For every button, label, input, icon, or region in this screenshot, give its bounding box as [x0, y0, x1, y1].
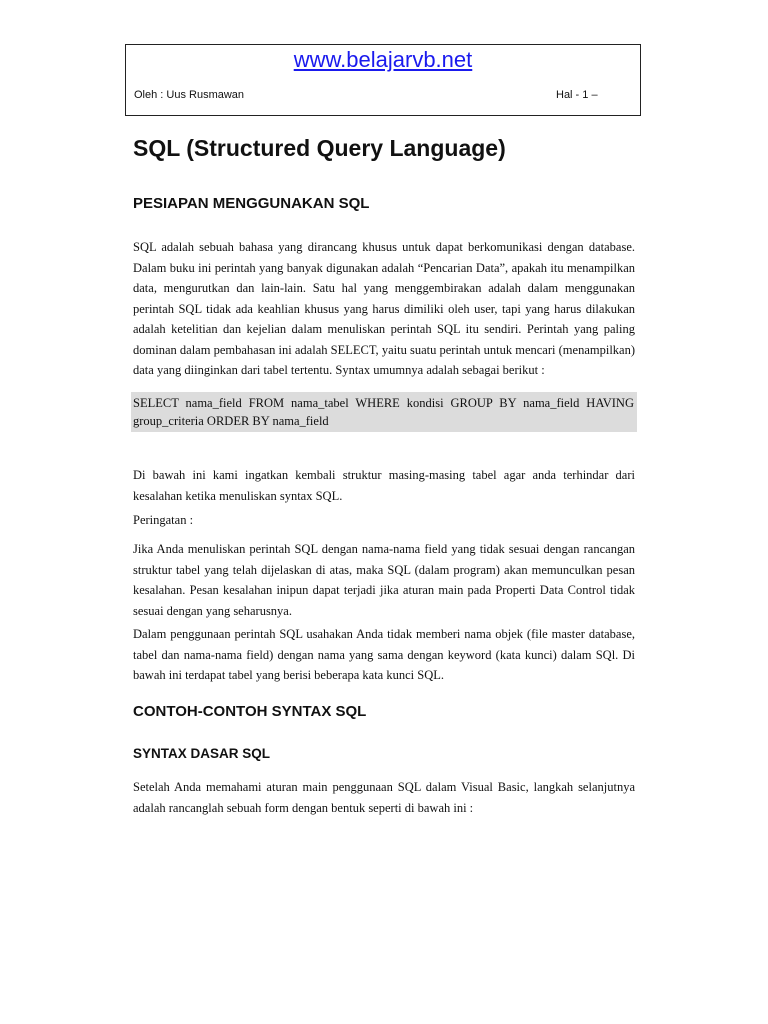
document-title: SQL (Structured Query Language) [133, 135, 506, 161]
paragraph-reminder: Di bawah ini kami ingatkan kembali struktur masing-masing tabel agar anda terhindar dari kesalahan ketika menuliskan syntax SQL. [133, 468, 635, 503]
paragraph-form-design: Setelah Anda memahami aturan main penggunaan SQL dalam Visual Basic, langkah selanjutnya adalah rancanglah sebuah form dengan bentuk seperti di bawah ini : [133, 780, 635, 815]
section-heading-preparation: PESIAPAN MENGGUNAKAN SQL [133, 195, 370, 212]
paragraph-keywords: Dalam penggunaan perintah SQL usahakan Anda tidak memberi nama objek (file master database, tabel dan nama-nama field) dengan nama yang sama dengan keyword (kata kunci) dalam SQl. Di bawah ini terdapat tabel yang berisi beberapa kata kunci SQL. [133, 627, 635, 682]
sql-syntax-block: SELECT nama_field FROM nama_tabel WHERE kondisi GROUP BY nama_field HAVING group_criteria ORDER BY nama_field [131, 392, 637, 432]
section-heading-examples: CONTOH-CONTOH SYNTAX SQL [133, 703, 367, 720]
author-line: Oleh : Uus Rusmawan [134, 89, 245, 101]
paragraph-intro: SQL adalah sebuah bahasa yang dirancang khusus untuk dapat berkomunikasi dengan database. Dalam buku ini perintah yang banyak digunakan adalah “Pencarian Data”, apakah itu menampilkan data, mengurutkan dan lain-lain. Satu hal yang menggembirakan adalah dalam menggunakan perintah SQL tidak ada keahlian khusus yang harus dimiliki oleh user, tapi yang harus dilakukan adalah ketelitian dan kejelian dalam menuliskan perintah SQL itu sendiri. Perintah yang paling dominan dalam pembahasan ini adalah SELECT, yaitu suatu perintah untuk mencari (menampilkan) data yang diinginkan dari tabel tertentu. Syntax umumnya adalah sebagai berikut : [133, 240, 635, 377]
site-link[interactable]: www.belajarvb.net [293, 47, 473, 72]
page-header [125, 44, 641, 116]
subsection-heading-basic-syntax: SYNTAX DASAR SQL [133, 746, 271, 761]
warning-label: Peringatan : [133, 513, 194, 527]
paragraph-warning: Jika Anda menuliskan perintah SQL dengan nama-nama field yang tidak sesuai dengan rancangan struktur tabel yang telah dijelaskan di atas, maka SQL (dalam program) akan memunculkan pesan kesalahan. Pesan kesalahan inipun dapat terjadi jika aturan main pada Properti Data Control tidak sesuai dengan yang seharusnya. [133, 542, 635, 618]
page-number: Hal - 1 – [556, 89, 598, 101]
